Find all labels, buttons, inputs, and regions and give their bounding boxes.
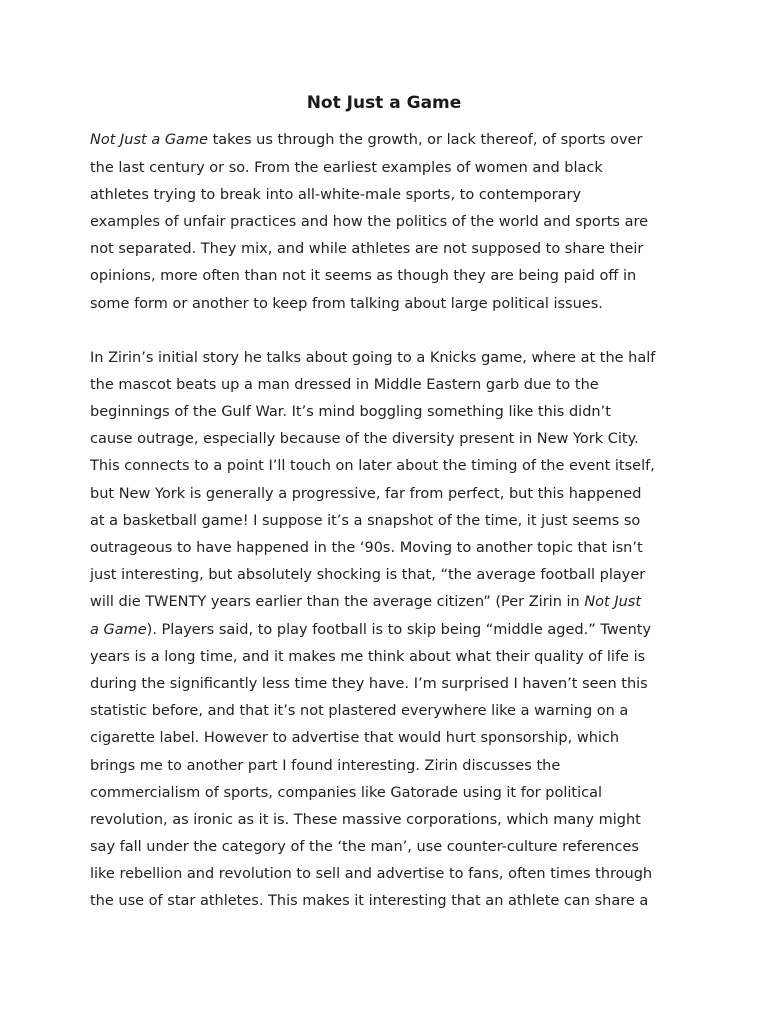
line-text: ). Players said, to play football is to skip being “middle aged.” Twenty xyxy=(146,622,652,638)
italic-book-title: a Game xyxy=(90,622,147,638)
paragraph-2-line-11 xyxy=(90,620,690,640)
paragraph-2-line-1: In Zirin’s initial story he talks about going to a Knicks game, where at the half xyxy=(90,350,656,366)
paragraph-2-line-10 xyxy=(90,592,690,612)
line-text: takes us through the growth, or lack thereof, of sports over xyxy=(208,132,643,148)
italic-book-title: Not Just xyxy=(584,594,642,610)
paragraph-1-line-1 xyxy=(90,130,690,150)
paragraph-2-line-2: the mascot beats up a man dressed in Middle Eastern garb due to the xyxy=(90,377,599,393)
line-text: will die TWENTY years earlier than the average citizen” (Per Zirin in xyxy=(90,594,585,610)
document-title: Not Just a Game xyxy=(306,93,462,113)
paragraph-2-line-15: cigarette label. However to advertise that would hurt sponsorship, which xyxy=(90,730,620,746)
paragraph-2-line-20: like rebellion and revolution to sell and advertise to fans, often times through xyxy=(90,866,653,882)
paragraph-1-line-4: examples of unfair practices and how the politics of the world and sports are xyxy=(90,214,649,230)
paragraph-2-line-6: but New York is generally a progressive, far from perfect, but this happened xyxy=(90,486,642,502)
paragraph-1-line-5: not separated. They mix, and while athletes are not supposed to share their xyxy=(90,241,644,257)
paragraph-1-line-7: some form or another to keep from talking about large political issues. xyxy=(90,296,603,312)
italic-book-title: Not Just a Game xyxy=(90,132,208,148)
paragraph-2-line-18: revolution, as ironic as it is. These massive corporations, which many might xyxy=(90,812,641,828)
paragraph-2-line-3: beginnings of the Gulf War. It’s mind boggling something like this didn’t xyxy=(90,404,611,420)
paragraph-1-line-2: the last century or so. From the earliest examples of women and black xyxy=(90,160,603,176)
paragraph-2-line-5: This connects to a point I’ll touch on later about the timing of the event itself, xyxy=(90,458,655,474)
paragraph-2-line-12: years is a long time, and it makes me think about what their quality of life is xyxy=(90,649,646,665)
paragraph-2-line-14: statistic before, and that it’s not plastered everywhere like a warning on a xyxy=(90,703,629,719)
paragraph-2-line-9: just interesting, but absolutely shocking is that, “the average football player xyxy=(90,567,646,583)
paragraph-1-line-3: athletes trying to break into all-white-male sports, to contemporary xyxy=(90,187,582,203)
paragraph-2-line-4: cause outrage, especially because of the diversity present in New York City. xyxy=(90,431,639,447)
paragraph-2-line-13: during the significantly less time they have. I’m surprised I haven’t seen this xyxy=(90,676,648,692)
paragraph-1-line-6: opinions, more often than not it seems as though they are being paid off in xyxy=(90,268,637,284)
paragraph-2-line-8: outrageous to have happened in the ‘90s. Moving to another topic that isn’t xyxy=(90,540,643,556)
paragraph-2-line-7: at a basketball game! I suppose it’s a snapshot of the time, it just seems so xyxy=(90,513,641,529)
paragraph-2-line-19: say fall under the category of the ‘the man’, use counter-culture references xyxy=(90,839,639,855)
paragraph-2-line-17: commercialism of sports, companies like Gatorade using it for political xyxy=(90,785,602,801)
paragraph-2-line-21: the use of star athletes. This makes it interesting that an athlete can share a xyxy=(90,893,649,909)
paragraph-2-line-16: brings me to another part I found interesting. Zirin discusses the xyxy=(90,758,561,774)
